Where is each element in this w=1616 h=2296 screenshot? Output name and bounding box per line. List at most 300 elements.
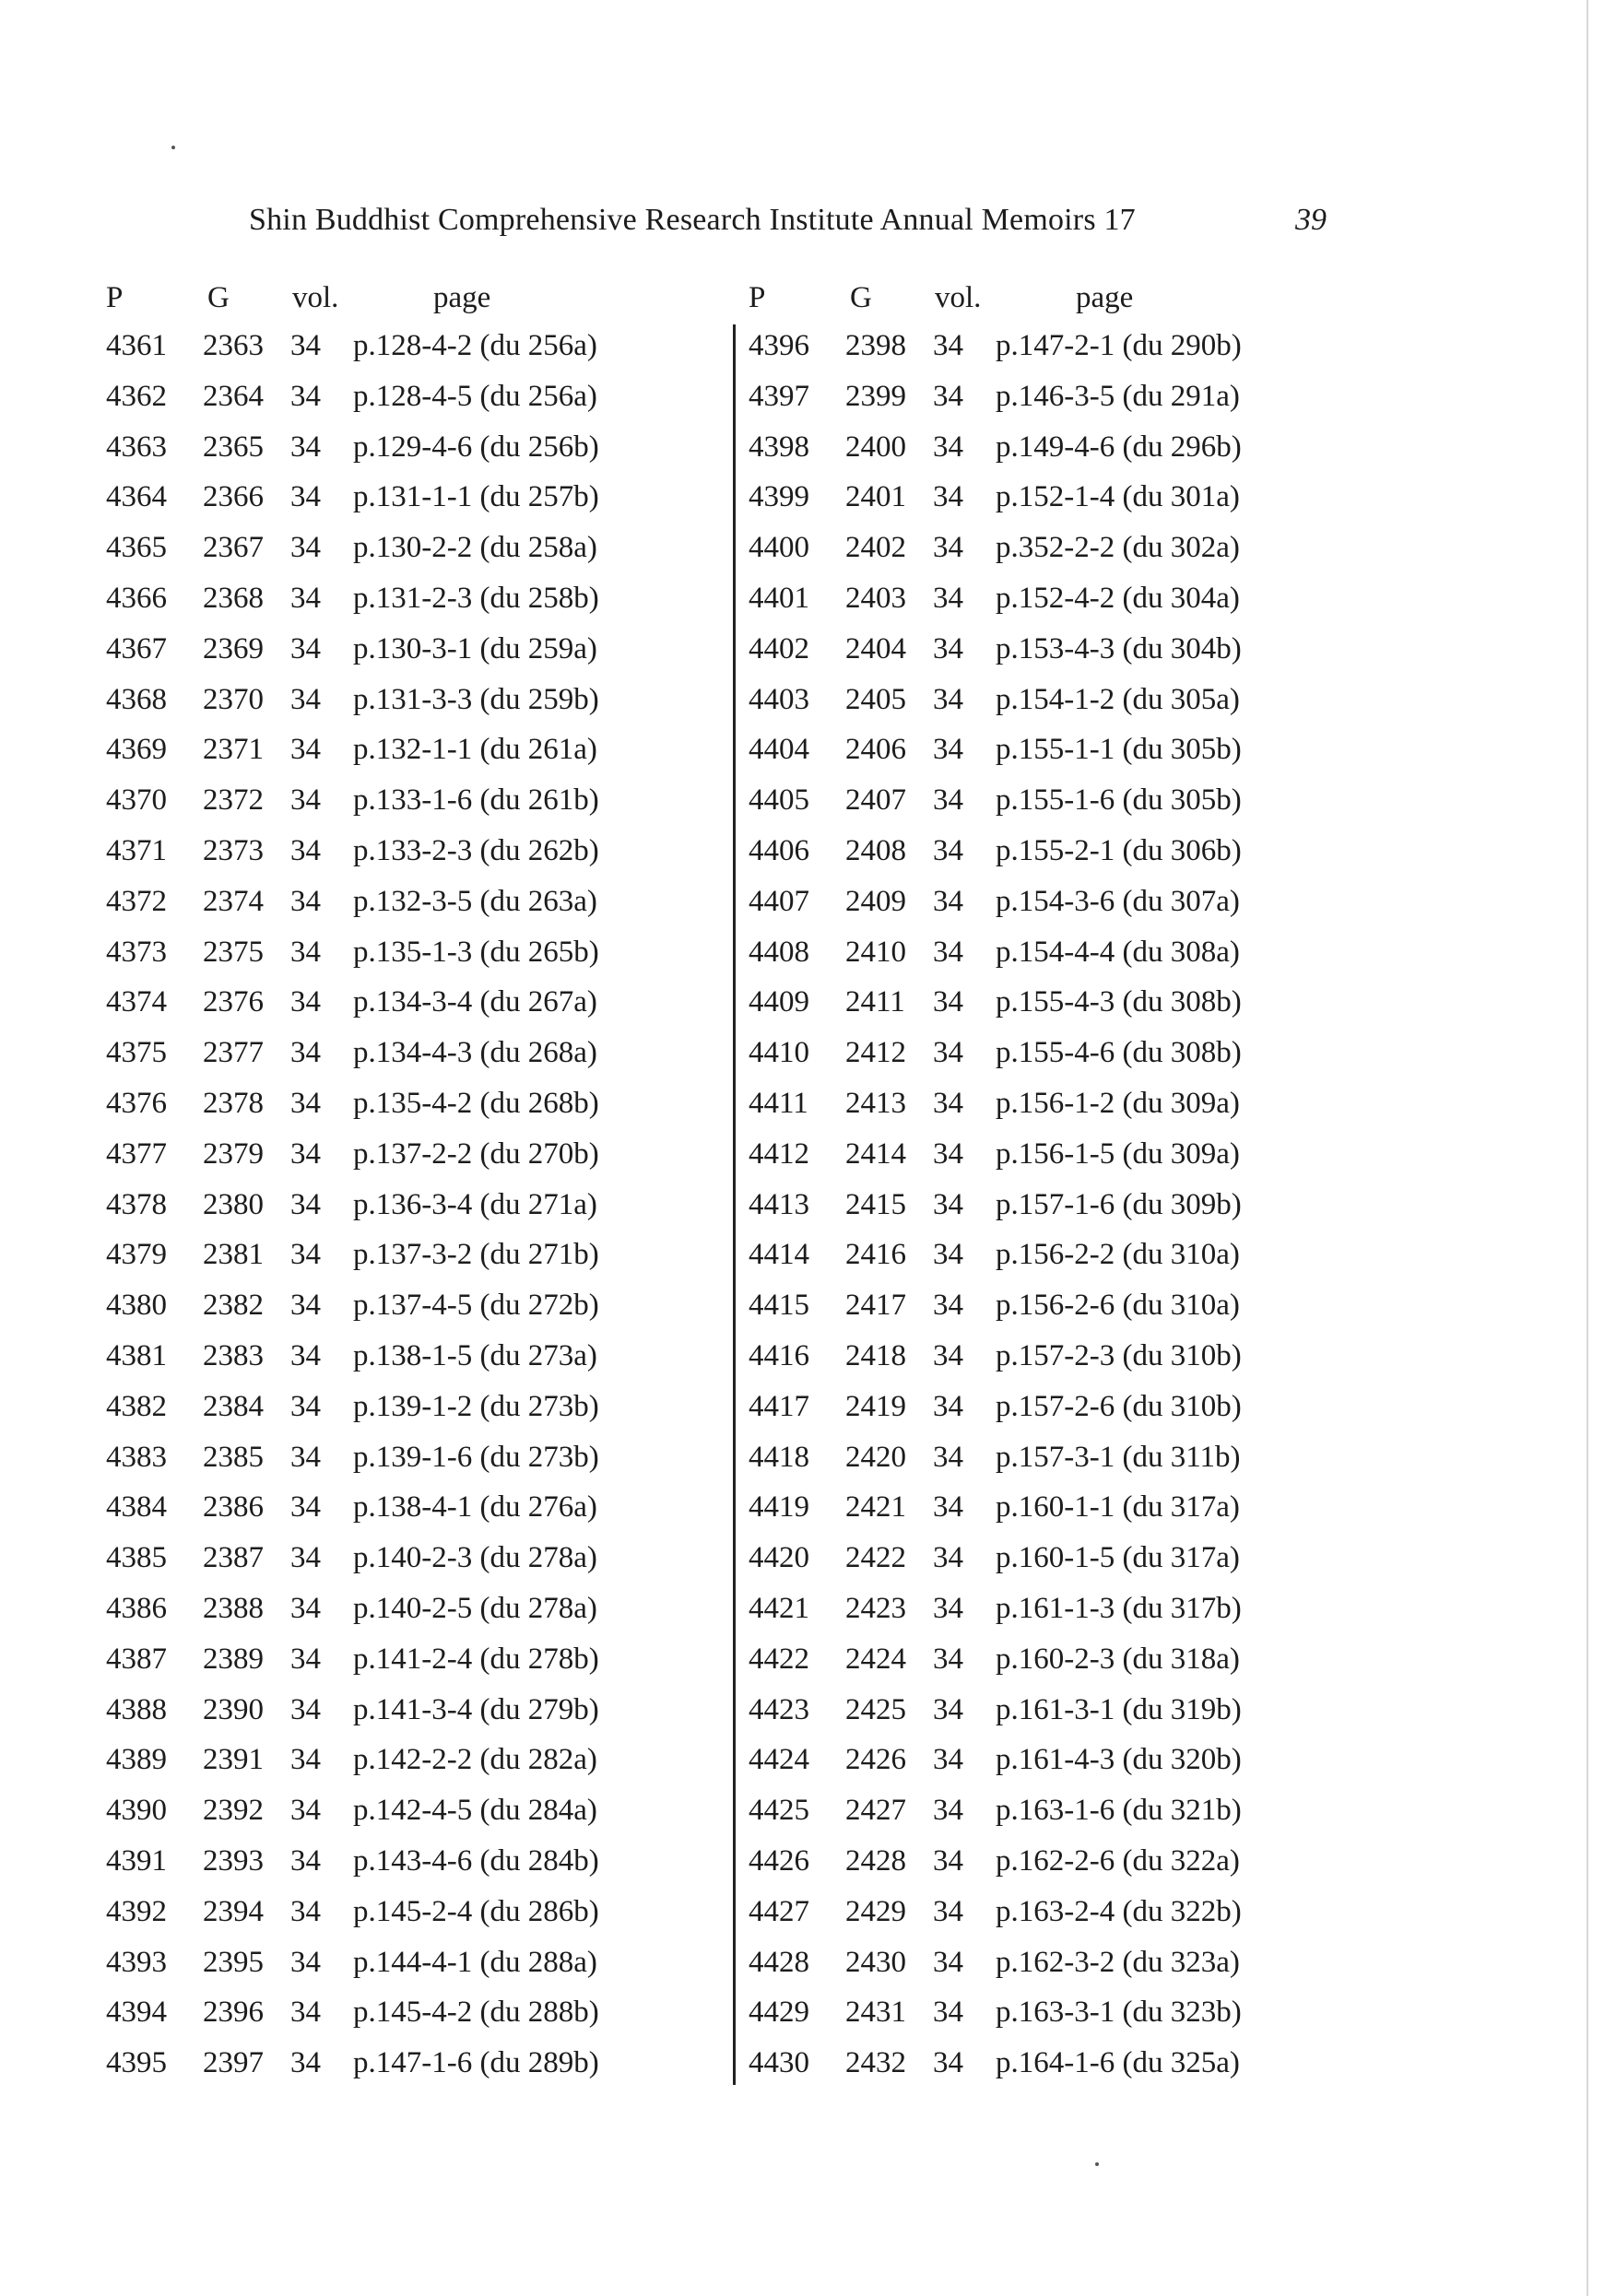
cell-page: p.161-4-3 (du 320b) bbox=[996, 1743, 1242, 1777]
cell-g: 2375 bbox=[203, 935, 264, 969]
cell-vol: 34 bbox=[290, 1136, 321, 1171]
cell-p: 4410 bbox=[749, 1036, 809, 1070]
cell-vol: 34 bbox=[933, 1541, 963, 1575]
cell-p: 4429 bbox=[749, 1996, 809, 2030]
table-row bbox=[106, 531, 696, 582]
cell-page: p.139-1-6 (du 273b) bbox=[353, 1440, 599, 1474]
cell-vol: 34 bbox=[290, 682, 321, 716]
cell-page: p.141-2-4 (du 278b) bbox=[353, 1642, 599, 1676]
cell-g: 2409 bbox=[845, 884, 906, 918]
cell-page: p.160-2-3 (du 318a) bbox=[996, 1642, 1240, 1676]
table-row bbox=[749, 1794, 1339, 1844]
cell-g: 2369 bbox=[203, 631, 264, 665]
cell-page: p.352-2-2 (du 302a) bbox=[996, 531, 1240, 565]
cell-vol: 34 bbox=[933, 1743, 963, 1777]
table-row bbox=[106, 430, 696, 481]
cell-vol: 34 bbox=[933, 379, 963, 413]
cell-g: 2368 bbox=[203, 581, 264, 615]
cell-g: 2395 bbox=[203, 1945, 264, 1979]
cell-page: p.132-3-5 (du 263a) bbox=[353, 884, 597, 918]
cell-vol: 34 bbox=[290, 1389, 321, 1423]
cell-vol: 34 bbox=[290, 1338, 321, 1372]
cell-p: 4404 bbox=[749, 733, 809, 767]
table-row bbox=[749, 480, 1339, 531]
cell-page: p.161-1-3 (du 317b) bbox=[996, 1591, 1242, 1625]
cell-page: p.140-2-3 (du 278a) bbox=[353, 1541, 597, 1575]
cell-page: p.156-2-2 (du 310a) bbox=[996, 1238, 1240, 1272]
cell-p: 4418 bbox=[749, 1440, 809, 1474]
table-row bbox=[106, 936, 696, 986]
cell-p: 4411 bbox=[749, 1086, 808, 1120]
table-row bbox=[749, 380, 1339, 430]
table-row bbox=[106, 1743, 696, 1794]
table-row bbox=[749, 1743, 1339, 1794]
cell-g: 2419 bbox=[845, 1389, 906, 1423]
cell-g: 2364 bbox=[203, 379, 264, 413]
cell-page: p.141-3-4 (du 279b) bbox=[353, 1692, 599, 1726]
cell-vol: 34 bbox=[933, 1490, 963, 1525]
cell-p: 4377 bbox=[106, 1136, 167, 1171]
cell-p: 4387 bbox=[106, 1642, 167, 1676]
cell-p: 4367 bbox=[106, 631, 167, 665]
cell-g: 2402 bbox=[845, 531, 906, 565]
table-row bbox=[749, 1238, 1339, 1289]
cell-p: 4394 bbox=[106, 1996, 167, 2030]
cell-g: 2394 bbox=[203, 1894, 264, 1928]
table-row bbox=[749, 1946, 1339, 1996]
table-row bbox=[749, 1036, 1339, 1087]
cell-vol: 34 bbox=[933, 884, 963, 918]
table-row bbox=[749, 1289, 1339, 1339]
table-row bbox=[106, 783, 696, 834]
cell-vol: 34 bbox=[290, 985, 321, 1019]
cell-vol: 34 bbox=[933, 1338, 963, 1372]
cell-page: p.155-1-6 (du 305b) bbox=[996, 783, 1242, 818]
table-row bbox=[106, 1693, 696, 1744]
table-row bbox=[749, 1693, 1339, 1744]
table-row bbox=[106, 1541, 696, 1592]
cell-g: 2370 bbox=[203, 682, 264, 716]
cell-p: 4372 bbox=[106, 884, 167, 918]
cell-g: 2376 bbox=[203, 985, 264, 1019]
cell-p: 4399 bbox=[749, 480, 809, 514]
cell-g: 2431 bbox=[845, 1996, 906, 2030]
cell-page: p.144-4-1 (du 288a) bbox=[353, 1945, 597, 1979]
cell-p: 4426 bbox=[749, 1843, 809, 1878]
table-row bbox=[749, 1137, 1339, 1188]
table-row bbox=[749, 329, 1339, 380]
cell-p: 4420 bbox=[749, 1541, 809, 1575]
table-row bbox=[106, 985, 696, 1036]
cell-g: 2377 bbox=[203, 1036, 264, 1070]
cell-g: 2404 bbox=[845, 631, 906, 665]
cell-page: p.134-3-4 (du 267a) bbox=[353, 985, 597, 1019]
cell-p: 4427 bbox=[749, 1894, 809, 1928]
cell-p: 4376 bbox=[106, 1086, 167, 1120]
cell-page: p.153-4-3 (du 304b) bbox=[996, 631, 1242, 665]
cell-vol: 34 bbox=[290, 1187, 321, 1221]
cell-p: 4408 bbox=[749, 935, 809, 969]
page-number: 39 bbox=[1295, 203, 1327, 237]
cell-vol: 34 bbox=[933, 1843, 963, 1878]
cell-page: p.156-1-5 (du 309a) bbox=[996, 1136, 1240, 1171]
cell-g: 2420 bbox=[845, 1440, 906, 1474]
cell-g: 2389 bbox=[203, 1642, 264, 1676]
cell-g: 2405 bbox=[845, 682, 906, 716]
cell-g: 2378 bbox=[203, 1086, 264, 1120]
cell-p: 4419 bbox=[749, 1490, 809, 1525]
cell-page: p.155-4-6 (du 308b) bbox=[996, 1036, 1242, 1070]
cell-page: p.147-1-6 (du 289b) bbox=[353, 2046, 599, 2080]
cell-vol: 34 bbox=[290, 884, 321, 918]
speck-mark bbox=[171, 146, 175, 149]
cell-vol: 34 bbox=[933, 480, 963, 514]
cell-p: 4371 bbox=[106, 833, 167, 867]
cell-p: 4398 bbox=[749, 430, 809, 464]
cell-vol: 34 bbox=[933, 1187, 963, 1221]
cell-vol: 34 bbox=[290, 581, 321, 615]
cell-page: p.128-4-5 (du 256a) bbox=[353, 379, 597, 413]
table-row bbox=[749, 1541, 1339, 1592]
table-body-right bbox=[749, 329, 1339, 2097]
cell-vol: 34 bbox=[933, 833, 963, 867]
cell-p: 4374 bbox=[106, 985, 167, 1019]
table-row bbox=[106, 683, 696, 734]
cell-p: 4425 bbox=[749, 1794, 809, 1828]
table-row bbox=[106, 1794, 696, 1844]
cell-p: 4396 bbox=[749, 329, 809, 362]
table-row bbox=[749, 1592, 1339, 1643]
cell-p: 4370 bbox=[106, 783, 167, 818]
table-row bbox=[749, 1844, 1339, 1895]
cell-p: 4381 bbox=[106, 1338, 167, 1372]
cell-p: 4380 bbox=[106, 1289, 167, 1323]
cell-p: 4373 bbox=[106, 935, 167, 969]
header-p: P bbox=[749, 281, 766, 314]
header-vol: vol. bbox=[935, 281, 982, 314]
cell-page: p.136-3-4 (du 271a) bbox=[353, 1187, 597, 1221]
cell-p: 4391 bbox=[106, 1843, 167, 1878]
table-row bbox=[749, 683, 1339, 734]
cell-g: 2387 bbox=[203, 1541, 264, 1575]
cell-vol: 34 bbox=[290, 1490, 321, 1525]
cell-page: p.138-4-1 (du 276a) bbox=[353, 1490, 597, 1525]
table-row bbox=[749, 1339, 1339, 1390]
cell-vol: 34 bbox=[933, 631, 963, 665]
cell-page: p.137-2-2 (du 270b) bbox=[353, 1136, 599, 1171]
cell-vol: 34 bbox=[933, 985, 963, 1019]
cell-page: p.131-3-3 (du 259b) bbox=[353, 682, 599, 716]
table-row bbox=[749, 733, 1339, 783]
table-row bbox=[749, 1895, 1339, 1946]
cell-g: 2421 bbox=[845, 1490, 906, 1525]
cell-g: 2372 bbox=[203, 783, 264, 818]
cell-g: 2411 bbox=[845, 985, 905, 1019]
table-body-left bbox=[106, 329, 696, 2097]
cell-page: p.145-4-2 (du 288b) bbox=[353, 1996, 599, 2030]
cell-vol: 34 bbox=[290, 1843, 321, 1878]
cell-page: p.163-3-1 (du 323b) bbox=[996, 1996, 1242, 2030]
cell-page: p.164-1-6 (du 325a) bbox=[996, 2046, 1240, 2080]
cell-vol: 34 bbox=[933, 783, 963, 818]
cell-p: 4363 bbox=[106, 430, 167, 464]
cell-vol: 34 bbox=[933, 733, 963, 767]
cell-p: 4397 bbox=[749, 379, 809, 413]
cell-p: 4406 bbox=[749, 833, 809, 867]
table-row bbox=[106, 582, 696, 632]
cell-p: 4415 bbox=[749, 1289, 809, 1323]
cell-page: p.133-1-6 (du 261b) bbox=[353, 783, 599, 818]
table-row bbox=[106, 1137, 696, 1188]
cell-vol: 34 bbox=[290, 379, 321, 413]
table-row bbox=[106, 1996, 696, 2046]
cell-g: 2423 bbox=[845, 1591, 906, 1625]
table-row bbox=[106, 1844, 696, 1895]
cell-vol: 34 bbox=[933, 1996, 963, 2030]
table-row bbox=[106, 480, 696, 531]
cell-p: 4375 bbox=[106, 1036, 167, 1070]
cell-vol: 34 bbox=[933, 1289, 963, 1323]
table-row bbox=[749, 885, 1339, 936]
table-row bbox=[749, 1643, 1339, 1693]
cell-vol: 34 bbox=[933, 1642, 963, 1676]
cell-page: p.149-4-6 (du 296b) bbox=[996, 430, 1242, 464]
cell-p: 4395 bbox=[106, 2046, 167, 2080]
cell-p: 4421 bbox=[749, 1591, 809, 1625]
cell-p: 4407 bbox=[749, 884, 809, 918]
cell-p: 4361 bbox=[106, 329, 167, 362]
cell-page: p.131-1-1 (du 257b) bbox=[353, 480, 599, 514]
cell-g: 2366 bbox=[203, 480, 264, 514]
cell-page: p.130-2-2 (du 258a) bbox=[353, 531, 597, 565]
cell-p: 4383 bbox=[106, 1440, 167, 1474]
cell-page: p.135-4-2 (du 268b) bbox=[353, 1086, 599, 1120]
table-row bbox=[749, 1490, 1339, 1541]
cell-g: 2396 bbox=[203, 1996, 264, 2030]
cell-p: 4384 bbox=[106, 1490, 167, 1525]
table-row bbox=[106, 1592, 696, 1643]
cell-vol: 34 bbox=[933, 1036, 963, 1070]
cell-page: p.143-4-6 (du 284b) bbox=[353, 1843, 599, 1878]
cell-page: p.156-1-2 (du 309a) bbox=[996, 1086, 1240, 1120]
cell-p: 4390 bbox=[106, 1794, 167, 1828]
cell-g: 2399 bbox=[845, 379, 906, 413]
table-row bbox=[106, 632, 696, 683]
table-row bbox=[749, 936, 1339, 986]
table-row bbox=[749, 1441, 1339, 1491]
cell-g: 2382 bbox=[203, 1289, 264, 1323]
cell-g: 2425 bbox=[845, 1692, 906, 1726]
cell-g: 2417 bbox=[845, 1289, 906, 1323]
cell-vol: 34 bbox=[290, 1086, 321, 1120]
cell-vol: 34 bbox=[933, 935, 963, 969]
cell-page: p.160-1-5 (du 317a) bbox=[996, 1541, 1240, 1575]
cell-p: 4365 bbox=[106, 531, 167, 565]
cell-p: 4366 bbox=[106, 581, 167, 615]
cell-p: 4416 bbox=[749, 1338, 809, 1372]
cell-p: 4412 bbox=[749, 1136, 809, 1171]
cell-vol: 34 bbox=[290, 1894, 321, 1928]
cell-g: 2400 bbox=[845, 430, 906, 464]
cell-g: 2430 bbox=[845, 1945, 906, 1979]
cell-vol: 34 bbox=[290, 1036, 321, 1070]
cell-g: 2385 bbox=[203, 1440, 264, 1474]
header-g: G bbox=[207, 281, 230, 314]
table-row bbox=[106, 1036, 696, 1087]
header-page: page bbox=[433, 281, 491, 314]
cell-g: 2410 bbox=[845, 935, 906, 969]
header-page: page bbox=[1076, 281, 1134, 314]
cell-vol: 34 bbox=[933, 1591, 963, 1625]
cell-g: 2432 bbox=[845, 2046, 906, 2080]
cell-g: 2413 bbox=[845, 1086, 906, 1120]
cell-vol: 34 bbox=[290, 1996, 321, 2030]
page-edge-line bbox=[1587, 0, 1588, 2296]
cell-vol: 34 bbox=[290, 783, 321, 818]
cell-page: p.155-2-1 (du 306b) bbox=[996, 833, 1242, 867]
cell-g: 2365 bbox=[203, 430, 264, 464]
cell-g: 2381 bbox=[203, 1238, 264, 1272]
cell-page: p.162-3-2 (du 323a) bbox=[996, 1945, 1240, 1979]
cell-g: 2363 bbox=[203, 329, 264, 362]
cell-vol: 34 bbox=[290, 2046, 321, 2080]
table-row bbox=[749, 1087, 1339, 1137]
cell-p: 4402 bbox=[749, 631, 809, 665]
cell-g: 2393 bbox=[203, 1843, 264, 1878]
cell-g: 2422 bbox=[845, 1541, 906, 1575]
cell-p: 4400 bbox=[749, 531, 809, 565]
cell-page: p.155-4-3 (du 308b) bbox=[996, 985, 1242, 1019]
table-row bbox=[106, 1238, 696, 1289]
header-vol: vol. bbox=[292, 281, 339, 314]
cell-p: 4401 bbox=[749, 581, 809, 615]
cell-vol: 34 bbox=[933, 329, 963, 362]
cell-p: 4382 bbox=[106, 1389, 167, 1423]
cell-page: p.162-2-6 (du 322a) bbox=[996, 1843, 1240, 1878]
cell-page: p.157-2-6 (du 310b) bbox=[996, 1389, 1242, 1423]
cell-vol: 34 bbox=[933, 430, 963, 464]
cell-g: 2415 bbox=[845, 1187, 906, 1221]
header-g: G bbox=[850, 281, 872, 314]
cell-p: 4403 bbox=[749, 682, 809, 716]
cell-page: p.139-1-2 (du 273b) bbox=[353, 1389, 599, 1423]
table-row bbox=[106, 380, 696, 430]
cell-page: p.147-2-1 (du 290b) bbox=[996, 329, 1242, 362]
cell-p: 4413 bbox=[749, 1187, 809, 1221]
cell-p: 4409 bbox=[749, 985, 809, 1019]
cell-vol: 34 bbox=[290, 631, 321, 665]
cell-p: 4405 bbox=[749, 783, 809, 818]
cell-g: 2406 bbox=[845, 733, 906, 767]
cell-page: p.138-1-5 (du 273a) bbox=[353, 1338, 597, 1372]
cell-page: p.142-4-5 (du 284a) bbox=[353, 1794, 597, 1828]
table-row bbox=[106, 2046, 696, 2097]
cell-p: 4414 bbox=[749, 1238, 809, 1272]
cell-p: 4368 bbox=[106, 682, 167, 716]
cell-page: p.157-2-3 (du 310b) bbox=[996, 1338, 1242, 1372]
cell-page: p.155-1-1 (du 305b) bbox=[996, 733, 1242, 767]
cell-page: p.133-2-3 (du 262b) bbox=[353, 833, 599, 867]
column-headers bbox=[749, 281, 1339, 329]
column-headers bbox=[106, 281, 696, 329]
cell-g: 2403 bbox=[845, 581, 906, 615]
table-row bbox=[749, 985, 1339, 1036]
cell-vol: 34 bbox=[290, 1440, 321, 1474]
cell-vol: 34 bbox=[933, 1389, 963, 1423]
cell-vol: 34 bbox=[290, 1692, 321, 1726]
cell-p: 4430 bbox=[749, 2046, 809, 2080]
table-row bbox=[749, 1188, 1339, 1239]
cell-p: 4388 bbox=[106, 1692, 167, 1726]
column-divider bbox=[733, 324, 736, 2085]
cell-p: 4428 bbox=[749, 1945, 809, 1979]
table-row bbox=[106, 885, 696, 936]
cell-g: 2391 bbox=[203, 1743, 264, 1777]
table-row bbox=[749, 834, 1339, 885]
table-row bbox=[749, 1390, 1339, 1441]
cell-vol: 34 bbox=[290, 1591, 321, 1625]
cell-page: p.160-1-1 (du 317a) bbox=[996, 1490, 1240, 1525]
cell-page: p.156-2-6 (du 310a) bbox=[996, 1289, 1240, 1323]
cell-p: 4422 bbox=[749, 1642, 809, 1676]
cell-vol: 34 bbox=[933, 1440, 963, 1474]
cell-p: 4362 bbox=[106, 379, 167, 413]
cell-g: 2427 bbox=[845, 1794, 906, 1828]
table-row bbox=[106, 329, 696, 380]
cell-vol: 34 bbox=[933, 1894, 963, 1928]
cell-page: p.135-1-3 (du 265b) bbox=[353, 935, 599, 969]
cell-g: 2386 bbox=[203, 1490, 264, 1525]
cell-vol: 34 bbox=[290, 1541, 321, 1575]
cell-page: p.152-1-4 (du 301a) bbox=[996, 480, 1240, 514]
cell-g: 2379 bbox=[203, 1136, 264, 1171]
cell-vol: 34 bbox=[933, 581, 963, 615]
cell-p: 4424 bbox=[749, 1743, 809, 1777]
cell-g: 2418 bbox=[845, 1338, 906, 1372]
table-row bbox=[106, 1339, 696, 1390]
cell-page: p.163-2-4 (du 322b) bbox=[996, 1894, 1242, 1928]
table-row bbox=[749, 531, 1339, 582]
header-p: P bbox=[106, 281, 124, 314]
cell-g: 2414 bbox=[845, 1136, 906, 1171]
cell-page: p.145-2-4 (du 286b) bbox=[353, 1894, 599, 1928]
cell-page: p.157-1-6 (du 309b) bbox=[996, 1187, 1242, 1221]
cell-g: 2373 bbox=[203, 833, 264, 867]
cell-g: 2398 bbox=[845, 329, 906, 362]
table-row bbox=[106, 1946, 696, 1996]
cell-g: 2371 bbox=[203, 733, 264, 767]
table-row bbox=[749, 783, 1339, 834]
cell-vol: 34 bbox=[290, 1794, 321, 1828]
table-row bbox=[749, 1996, 1339, 2046]
cell-g: 2401 bbox=[845, 480, 906, 514]
table-row bbox=[106, 1895, 696, 1946]
cell-g: 2367 bbox=[203, 531, 264, 565]
cell-vol: 34 bbox=[933, 1794, 963, 1828]
cell-g: 2428 bbox=[845, 1843, 906, 1878]
cell-p: 4364 bbox=[106, 480, 167, 514]
table-row bbox=[749, 430, 1339, 481]
cell-g: 2412 bbox=[845, 1036, 906, 1070]
table-row bbox=[106, 733, 696, 783]
cell-p: 4378 bbox=[106, 1187, 167, 1221]
cell-vol: 34 bbox=[290, 329, 321, 362]
cell-page: p.130-3-1 (du 259a) bbox=[353, 631, 597, 665]
cell-g: 2384 bbox=[203, 1389, 264, 1423]
cell-page: p.137-4-5 (du 272b) bbox=[353, 1289, 599, 1323]
running-header-title: Shin Buddhist Comprehensive Research Institute Annual Memoirs 17 bbox=[249, 203, 1136, 237]
cell-page: p.142-2-2 (du 282a) bbox=[353, 1743, 597, 1777]
